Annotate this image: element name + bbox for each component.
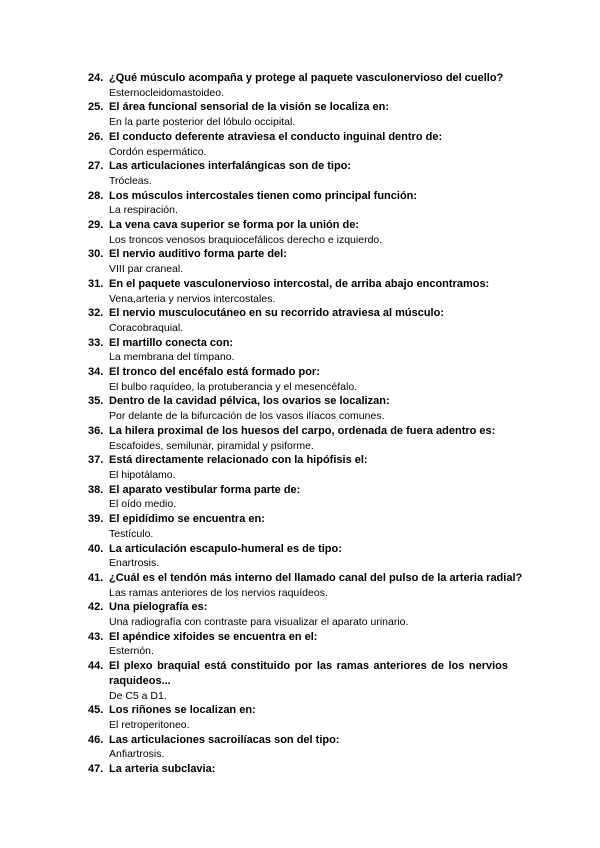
question-number: 43. — [88, 630, 104, 643]
question-text: Está directamente relacionado con la hipófisis el: — [109, 454, 368, 467]
question-item — [88, 100, 508, 129]
question-number: 29. — [88, 219, 104, 232]
answer-text: De C5 a D1. — [109, 689, 167, 702]
question-text: Las articulaciones sacroilíacas son del tipo: — [109, 733, 340, 746]
answer-text: Vena,arteria y nervios intercostales. — [109, 292, 276, 305]
answer-text: Testículo. — [109, 527, 154, 540]
answer-text: Cordón espermático. — [109, 145, 207, 158]
question-item — [88, 659, 508, 703]
question-number: 35. — [88, 395, 104, 408]
question-number: 45. — [88, 704, 104, 717]
question-text: El nervio auditivo forma parte del: — [109, 248, 287, 261]
question-number: 30. — [88, 248, 104, 261]
question-text: El área funcional sensorial de la visión se localiza en: — [109, 101, 389, 114]
question-number: 41. — [88, 571, 104, 584]
answer-text: Escafoides, semilunar, piramidal y psiforme. — [109, 439, 314, 452]
answer-text: Los troncos venosos braquiocefálicos derecho e izquierdo. — [109, 233, 383, 246]
question-item — [88, 336, 508, 365]
answer-text: Una radiografía con contraste para visualizar el aparato urinario. — [109, 616, 409, 629]
question-text: El martillo conecta con: — [109, 336, 234, 349]
question-text: El aparato vestibular forma parte de: — [109, 483, 301, 496]
question-number: 39. — [88, 513, 104, 526]
answer-text: Trócleas. — [109, 174, 152, 187]
question-number: 46. — [88, 733, 104, 746]
question-number: 26. — [88, 130, 104, 143]
question-item — [88, 512, 508, 541]
question-item — [88, 483, 508, 512]
question-number: 31. — [88, 277, 104, 290]
question-number: 38. — [88, 483, 104, 496]
question-item — [88, 600, 508, 629]
answer-text: Coracobraquial. — [109, 321, 184, 334]
question-text: La hilera proximal de los huesos del carpo, ordenada de fuera adentro es: — [109, 424, 496, 437]
question-number: 34. — [88, 366, 104, 379]
answer-text: Esternón. — [109, 645, 154, 658]
question-text: El tronco del encéfalo está formado por: — [109, 366, 320, 379]
question-item — [88, 71, 508, 100]
question-number: 44. — [88, 660, 104, 673]
answer-text: El hipotálamo. — [109, 468, 176, 481]
question-number: 40. — [88, 542, 104, 555]
question-item — [88, 306, 508, 335]
question-text: Una pielografía es: — [109, 601, 208, 614]
answer-text: La membrana del tímpano. — [109, 351, 235, 364]
question-text: Los músculos intercostales tienen como principal función: — [109, 189, 418, 202]
answer-text: La respiración. — [109, 204, 178, 217]
question-item — [88, 218, 508, 247]
question-number: 32. — [88, 307, 104, 320]
answer-text: Las ramas anteriores de los nervios raquídeos. — [109, 586, 328, 599]
question-text: El plexo braquial está constituido por las ramas anteriores de los nervios raquideos... — [109, 660, 508, 687]
question-item — [88, 365, 508, 394]
question-number: 47. — [88, 763, 104, 776]
answer-text: Anfiartrosis. — [109, 748, 165, 761]
answer-text: El oído medio. — [109, 498, 177, 511]
question-text: El conducto deferente atraviesa el conducto inguinal dentro de: — [109, 130, 443, 143]
question-item — [88, 277, 508, 306]
question-list — [88, 71, 523, 777]
question-item — [88, 189, 508, 218]
question-text: La arteria subclavia: — [109, 763, 216, 776]
answer-text: El bulbo raquídeo, la protuberancia y el mesencéfalo. — [109, 380, 358, 393]
question-text: El apéndice xifoides se encuentra en el: — [109, 630, 318, 643]
question-number: 42. — [88, 601, 104, 614]
question-text: El epidídimo se encuentra en: — [109, 513, 265, 526]
question-item — [88, 247, 508, 276]
question-text: Las articulaciones interfalángicas son de tipo: — [109, 160, 352, 173]
question-text: Dentro de la cavidad pélvica, los ovarios se localizan: — [109, 395, 390, 408]
question-item — [88, 159, 508, 188]
question-number: 27. — [88, 160, 104, 173]
answer-text: VIII par craneal. — [109, 263, 184, 276]
question-number: 24. — [88, 72, 104, 84]
question-item — [88, 453, 508, 482]
question-number: 33. — [88, 336, 104, 349]
question-text: El nervio musculocutáneo en su recorrido atraviesa al músculo: — [109, 307, 444, 320]
question-number: 25. — [88, 101, 104, 114]
answer-text: Por delante de la bifurcación de los vasos ilíacos comunes. — [109, 410, 385, 423]
question-text: En el paquete vasculonervioso intercostal, de arriba abajo encontramos: — [109, 277, 490, 290]
question-item — [88, 394, 508, 423]
answer-text: En la parte posterior del lóbulo occipital. — [109, 116, 296, 129]
question-text: La vena cava superior se forma por la unión de: — [109, 219, 360, 232]
answer-text: El retroperitoneo. — [109, 718, 190, 731]
question-item — [88, 130, 508, 159]
question-number: 28. — [88, 189, 104, 202]
question-item — [88, 424, 508, 453]
question-item — [88, 733, 508, 762]
question-number: 37. — [88, 454, 104, 467]
question-text: ¿Cuál es el tendón más interno del llamado canal del pulso de la arteria radial? — [109, 571, 523, 584]
answer-text: Esternocleidomastoideo. — [109, 86, 224, 99]
question-item — [88, 703, 508, 732]
question-text: Los riñones se localizan en: — [109, 704, 256, 717]
question-item — [88, 630, 508, 659]
question-text: La articulación escapulo-humeral es de tipo: — [109, 542, 342, 555]
question-text: ¿Qué músculo acompaña y protege al paquete vasculonervioso del cuello? — [109, 72, 504, 84]
answer-text: Enartrosis. — [109, 557, 160, 570]
question-item — [88, 542, 508, 571]
question-item — [88, 571, 523, 600]
question-number: 36. — [88, 424, 104, 437]
question-item — [88, 762, 508, 777]
